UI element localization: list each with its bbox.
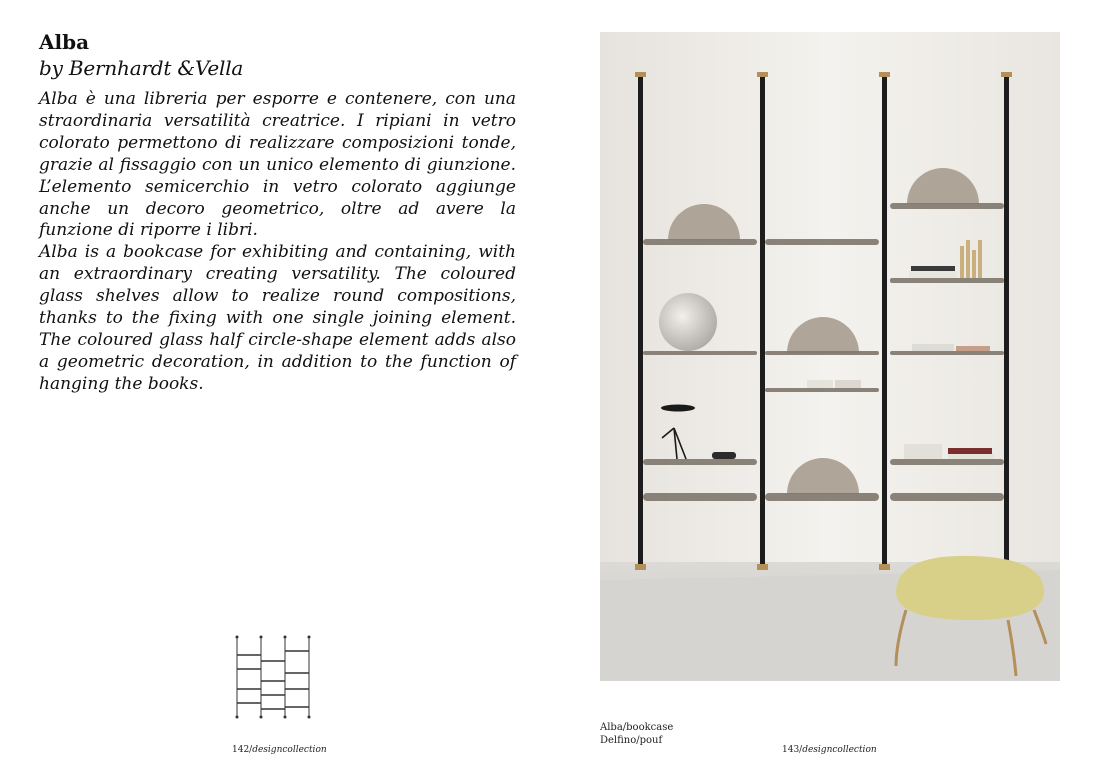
photo-caption — [600, 722, 673, 747]
product-title: Alba — [39, 30, 90, 54]
page-folio-left: 142/designcollection — [232, 745, 327, 755]
designer-credit: by Bernhardt &Vella — [39, 56, 244, 80]
bookcase-elevation-thumbnail — [232, 633, 312, 719]
description-italian: Alba è una libreria per esporre e contenere, con una straordinaria versatilità creatrice. I ripiani in vetro colorato permettono di realizzare composizioni tonde, grazie al fissaggio con un unico elemento di giunzione. L’elemento semicerchio in vetro colorato aggiunge anche un decoro geometrico, oltre ad avere la funzione di riporre i libri. — [39, 89, 516, 241]
description-english: Alba is a bookcase for exhibiting and containing, with an extraordinary creating versatility. The coloured glass shelves allow to realize round compositions, thanks to the fixing with one single joining element. The coloured glass half circle-shape element adds also a geometric decoration, in addition to the function of hanging the books. — [39, 242, 516, 394]
description-paragraph — [39, 89, 516, 396]
product-photo — [600, 32, 1060, 681]
caption-pouf: Delfino/pouf — [600, 734, 663, 746]
caption-bookcase: Alba/bookcase — [600, 722, 674, 733]
decor-orb — [659, 293, 717, 351]
page-folio-right: 143/designcollection — [782, 745, 877, 755]
